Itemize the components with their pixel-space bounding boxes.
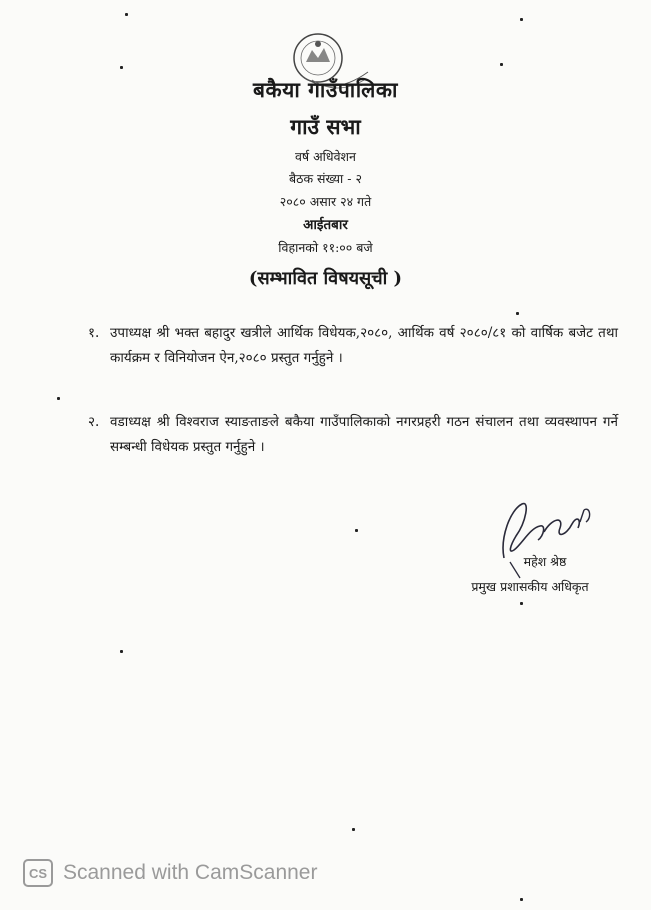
scan-speck (516, 312, 519, 315)
agenda-item (88, 321, 618, 371)
agenda-item (88, 410, 618, 460)
scan-speck (520, 898, 523, 901)
scan-speck (500, 63, 503, 66)
scan-speck (120, 650, 123, 653)
assembly-heading: गाउँ सभा (290, 114, 361, 139)
session-label: वर्ष अधिवेशन (294, 149, 356, 164)
watermark-text: Scanned with CamScanner (63, 861, 318, 884)
camscanner-watermark (23, 858, 317, 888)
agenda-item-number: २. (88, 414, 100, 430)
scan-speck (520, 18, 523, 21)
agenda-item-text: वडाध्यक्ष श्री विश्वराज स्याङताङले बकैया गाउँपालिकाको नगरप्रहरी गठन संचालन तथा व्यवस्थापन गर्ने सम्बन्धी विधेयक प्रस्तुत गर्नुहुने । (110, 414, 618, 455)
meeting-time: विहानको ११:०० बजे (278, 240, 373, 255)
scan-speck (57, 397, 60, 400)
signatory-name: महेश श्रेष्ठ (523, 554, 567, 569)
agenda-title: (सम्भावित विषयसूची ) (248, 268, 403, 289)
meeting-number: बैठक संख्या - २ (289, 171, 362, 186)
camscanner-logo-icon: CS (23, 859, 53, 887)
scan-speck (355, 529, 358, 532)
scan-speck (120, 66, 123, 69)
meeting-weekday: आईतबार (303, 217, 348, 233)
municipality-name: बकैया गाउँपालिका (253, 77, 398, 102)
scan-speck (520, 602, 523, 605)
scan-speck (125, 13, 128, 16)
signatory-title: प्रमुख प्रशासकीय अधिकृत (471, 579, 589, 594)
agenda-item-number: १. (88, 325, 100, 341)
meeting-date: २०८० असार २४ गते (279, 194, 372, 209)
scan-speck (352, 828, 355, 831)
agenda-item-text: उपाध्यक्ष श्री भक्त बहादुर खत्रीले आर्थिक विधेयक,२०८०, आर्थिक वर्ष २०८०/८१ को वार्षिक बजेट तथा कार्यक्रम र विनियोजन ऐन,२०८० प्रस्तुत गर्नुहुने । (110, 325, 618, 366)
